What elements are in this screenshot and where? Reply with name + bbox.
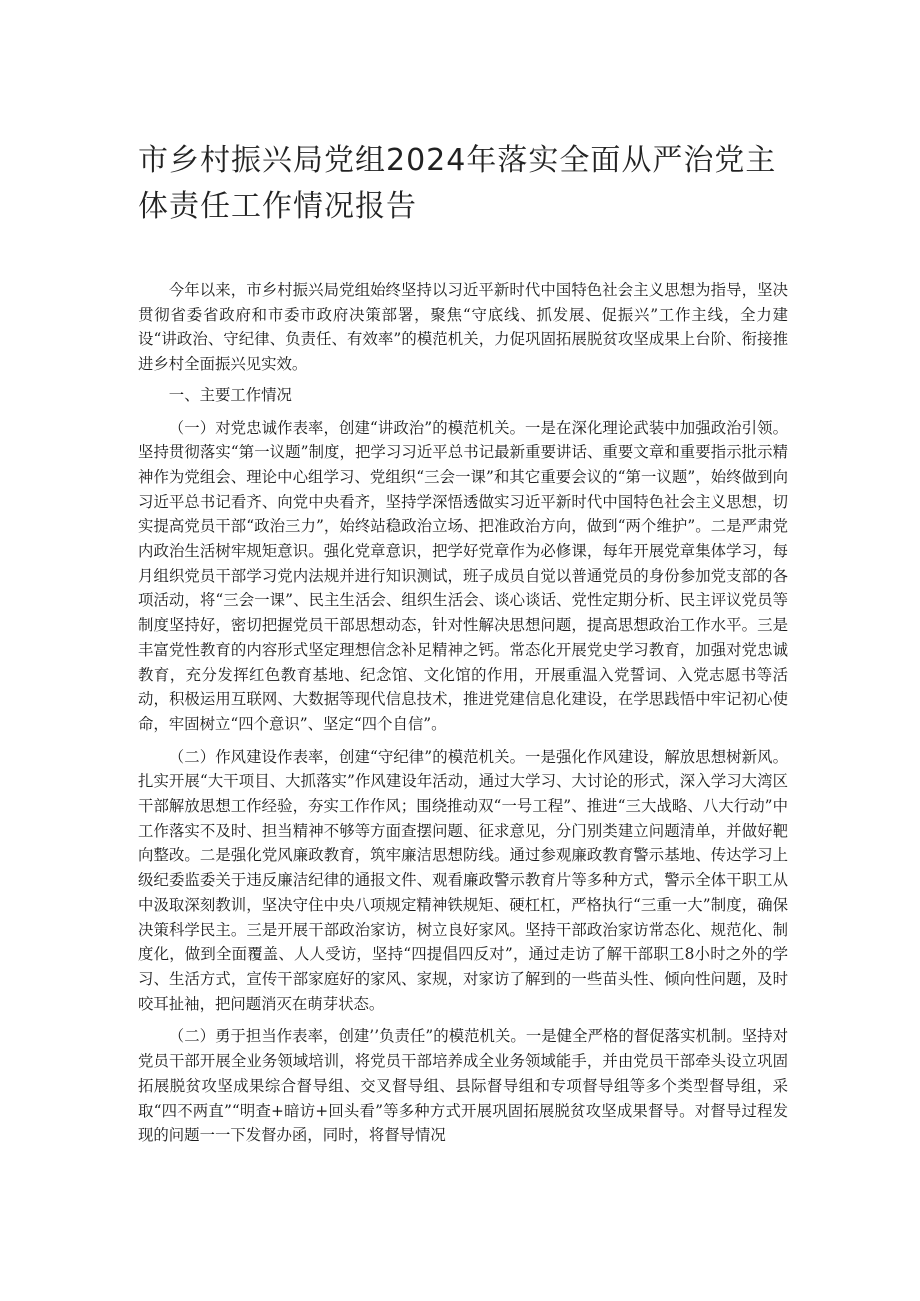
page-title: 市乡村振兴局党组2024年落实全面从严治党主体责任工作情况报告 [138, 143, 777, 224]
section-heading: 一、主要工作情况 [168, 385, 292, 404]
section-paragraph-1: （一）对党忠诚作表率，创建“讲政治”的模范机关。一是在深化理论武装中加强政治引领。坚持贯彻落实“第一议题”制度，把学习习近平总书记最新重要讲话、重要文章和重要指示批示精神作为党组会、理论中心组学习、党组织“三会一课”和其它重要会议的“第一议题”，始终做到向习近平总书记看齐、向党中央看齐，坚持学深悟透做实习近平新时代中国特色社会主义思想，切实提高党员干部“政治三力”，始终站稳政治立场、把准政治方向，做到“两个维护”。二是严肃党内政治生活树牢规矩意识。强化党章意识，把学好党章作为必修课，每年开展党章集体学习，每月组织党员干部学习党内法规并进行知识测试，班子成员自觉以普通党员的身份参加党支部的各项活动，将“三会一课”、民主生活会、组织生活会、谈心谈话、党性定期分析、民主评议党员等制度坚持好，密切把握党员干部思想动态，针对性解决思想问题，提高思想政治工作水平。三是丰富党性教育的内容形式坚定理想信念补足精神之钙。常态化开展党史学习教育，加强对党忠诚教育，充分发挥红色教育基地、纪念馆、文化馆的作用，开展重温入党誓词、入党志愿书等活动，积极运用互联网、大数据等现代信息技术，推进党建信息化建设，在学思践悟中牢记初心使命，牢固树立“四个意识”、坚定“四个自信”。 [138, 418, 788, 733]
intro-paragraph: 今年以来，市乡村振兴局党组始终坚持以习近平新时代中国特色社会主义思想为指导，坚决贯彻省委省政府和市委市政府决策部署，聚焦“守底线、抓发展、促振兴”工作主线，全力建设“讲政治、守纪律、负责任、有效率”的模范机关，力促巩固拓展脱贫攻坚成果上台阶、衔接推进乡村全面振兴见实效。 [138, 281, 788, 374]
document-body [138, 278, 788, 1148]
section-paragraph-2: （二）作风建设作表率，创建“守纪律”的模范机关。一是强化作风建设，解放思想树新风。扎实开展“大干项目、大抓落实”作风建设年活动，通过大学习、大讨论的形式，深入学习大湾区干部解放思想工作经验，夯实工作作风；围绕推动双“一号工程”、推进“三大战略、八大行动”中工作落实不及时、担当精神不够等方面查摆问题、征求意见，分门别类建立问题清单，并做好靶向整改。二是强化党风廉政教育，筑牢廉洁思想防线。通过参观廉政教育警示基地、传达学习上级纪委监委关于违反廉洁纪律的通报文件、观看廉政警示教育片等多种方式，警示全体干职工从中汲取深刻教训，坚决守住中央八项规定精神铁规矩、硬杠杠，严格执行“三重一大”制度，确保决策科学民主。三是开展干部政治家访，树立良好家风。坚持干部政治家访常态化、规范化、制度化，做到全面覆盖、人人受访，坚持“四提倡四反对”，通过走访了解干部职工8小时之外的学习、生活方式，宣传干部家庭好的家风、家规，对家访了解到的一些苗头性、倾向性问题，及时咬耳扯袖，把问题消灭在萌芽状态。 [138, 747, 788, 1013]
section-paragraph-3: （二）勇于担当作表率，创建’’负责任”的模范机关。一是健全严格的督促落实机制。坚持对党员干部开展全业务领域培训，将党员干部培养成全业务领域能手，并由党员干部牵头设立巩固拓展脱贫攻坚成果综合督导组、交叉督导组、县际督导组和专项督导组等多个类型督导组，采取“四不两直”“明查+暗访+回头看”等多种方式开展巩固拓展脱贫攻坚成果督导。对督导过程发现的问题一一下发督办函，同时，将督导情况 [138, 1027, 788, 1145]
